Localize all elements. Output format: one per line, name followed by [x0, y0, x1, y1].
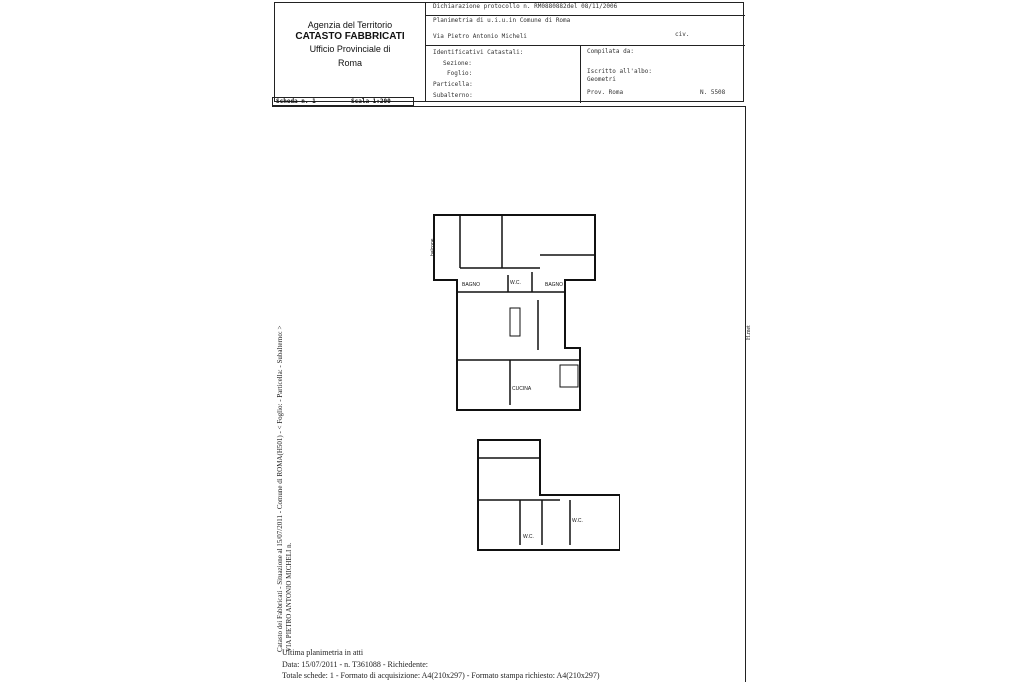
planimetria-title: Planimetria di u.i.u.in Comune di Roma: [433, 17, 571, 24]
footer-last-plan: Ultima planimetria in atti: [282, 648, 364, 657]
office-city: Roma: [337, 58, 362, 68]
office-catasto: CATASTO FABBRICATI: [295, 31, 405, 42]
protocol-text: Dichiarazione protocollo n. RM0880882del 08/11/2006: [433, 3, 618, 10]
divider: [425, 45, 745, 46]
footer-date: Data: 15/07/2011 - n. T361088 - Richiedente:: [282, 660, 428, 669]
side-address-text: VIA PIETRO ANTONIO MICHELI n.: [285, 542, 293, 652]
room-label: BAGNO: [462, 282, 481, 288]
address-text: Via Pietro Antonio Micheli: [433, 33, 527, 40]
room-label: balcone: [430, 238, 436, 256]
lower-plan-outline: [478, 440, 620, 550]
civ-label: civ.: [675, 31, 690, 38]
sezione-label: Sezione:: [443, 60, 472, 67]
room-label: BAGNO: [545, 282, 564, 288]
header-box: [274, 2, 744, 102]
scheda-strip: [272, 97, 414, 106]
divider: [580, 45, 581, 103]
office-block: [275, 3, 426, 101]
right-side-text: H.met: [746, 325, 752, 340]
floor-plan: [420, 200, 620, 560]
side-cadastre-text: Catasto dei Fabbricati - Situazione al 15/07/2011 - Comune di ROMA(H501) - < Foglio: - Particella: - Subalterno: >: [276, 325, 284, 652]
divider: [425, 15, 745, 16]
upper-plan-outline: [434, 215, 595, 410]
office-agency: Agenzia del Territorio: [307, 20, 393, 30]
room-label: W.C.: [510, 280, 521, 286]
room-label: W.C.: [572, 518, 583, 524]
footer-formats: Totale schede: 1 - Formato di acquisizione: A4(210x297) - Formato stampa richiesto: A4(210x297): [282, 671, 600, 680]
foglio-label: Foglio:: [447, 70, 473, 77]
prov-label: Prov. Roma: [587, 89, 624, 96]
iscritto-label: Iscritto all'albo:: [587, 68, 653, 75]
room-label: W.C.: [523, 534, 534, 540]
identifiers-heading: Identificativi Catastali:: [433, 49, 524, 56]
registration-number: N. 5508: [700, 89, 726, 96]
scheda-number: Scheda n. 1: [276, 98, 316, 105]
office-ufficio: Ufficio Provinciale di: [309, 44, 391, 54]
particella-label: Particella:: [433, 81, 473, 88]
subalterno-label: Subalterno:: [433, 92, 473, 99]
room-label: CUCINA: [512, 386, 532, 392]
profession-text: Geometri: [587, 76, 616, 83]
scale-label: Scala 1:200: [351, 98, 391, 105]
compilata-label: Compilata da:: [587, 48, 634, 55]
